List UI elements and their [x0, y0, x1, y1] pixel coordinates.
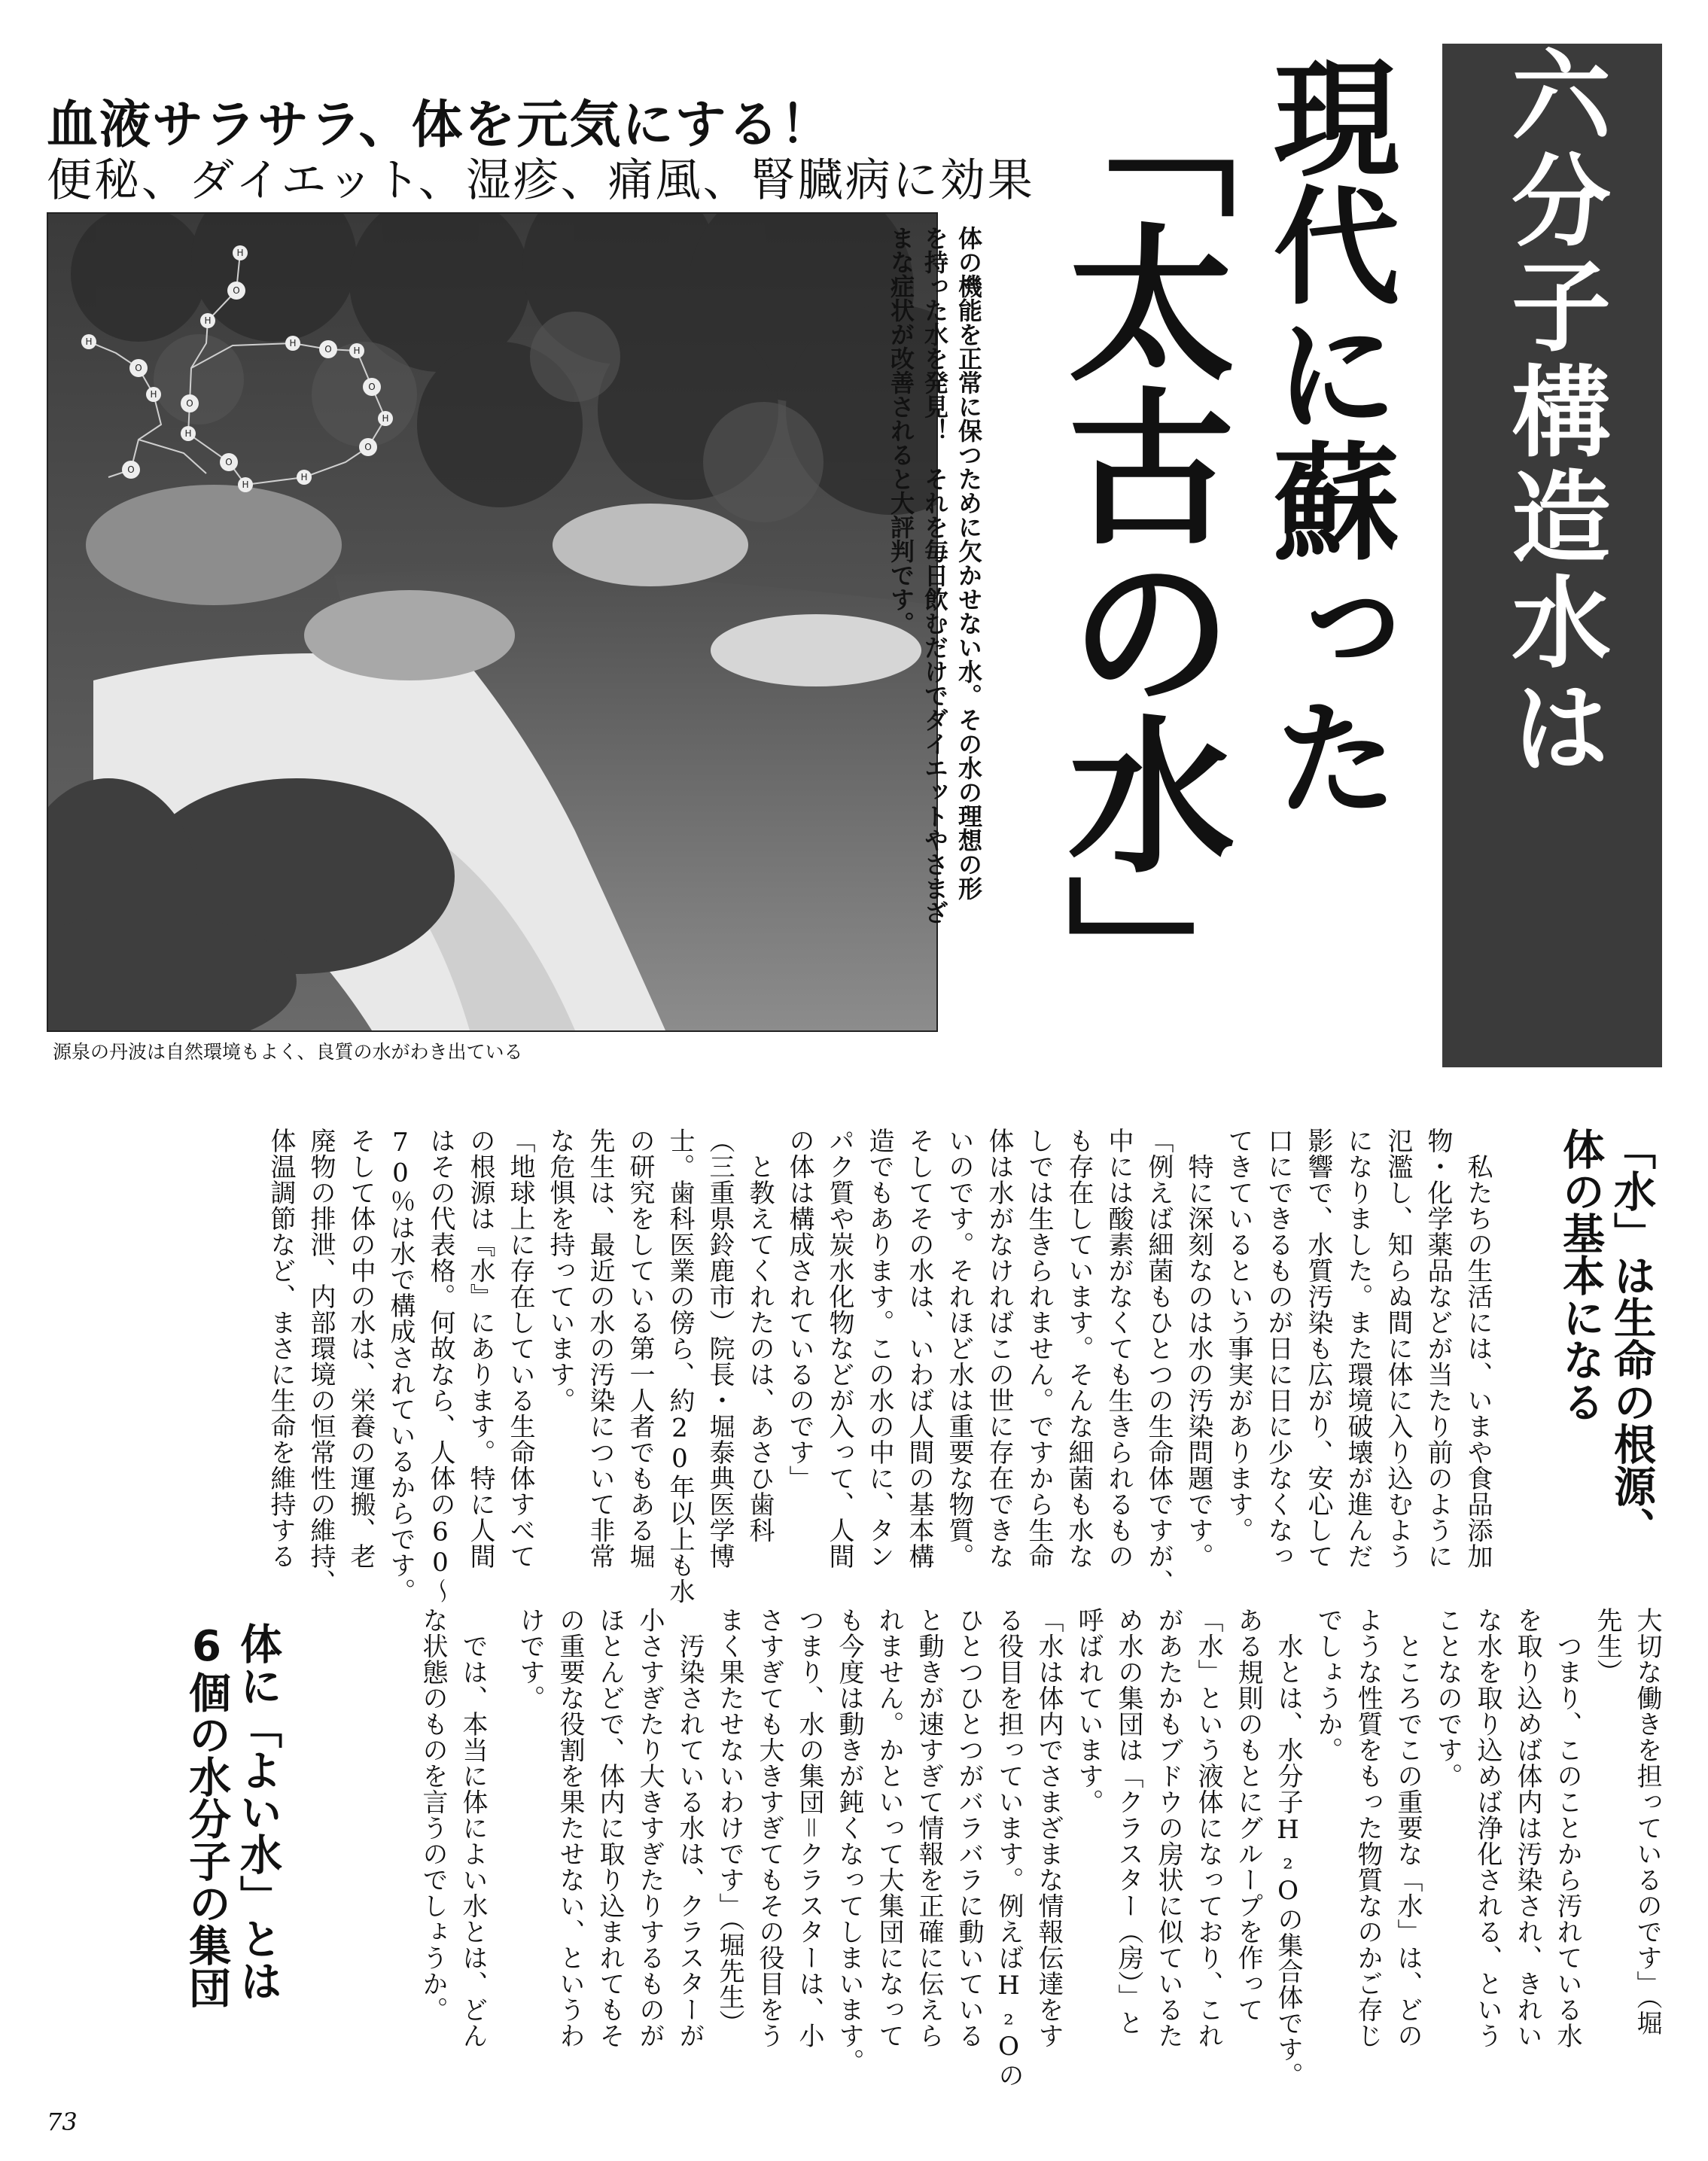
molecule-node [233, 245, 248, 260]
svg-text:H: H [382, 413, 389, 424]
svg-text:O: O [233, 285, 240, 296]
molecule-node [285, 336, 300, 351]
molecule-node [122, 461, 140, 479]
svg-text:H: H [184, 428, 192, 439]
title-box [1442, 44, 1662, 1067]
molecule-node [363, 378, 381, 396]
svg-text:H: H [150, 389, 157, 400]
photo-caption: 源泉の丹波は自然環境もよく、良質の水がわき出ている [53, 1041, 523, 1063]
svg-text:O: O [364, 442, 372, 452]
section-heading-1: 「水」は生命の根源、 体の基本になる [1556, 1128, 1656, 1549]
molecule-node [359, 438, 377, 456]
molecule-node [200, 313, 215, 328]
molecule-node [238, 477, 253, 492]
river-photo-illustration [48, 214, 936, 1030]
title-line2: 「太古の水」 [1040, 53, 1234, 1037]
molecule-node [181, 426, 196, 441]
svg-text:O: O [135, 363, 142, 373]
molecule-node [220, 453, 238, 471]
molecule-node [81, 334, 96, 349]
svg-text:O: O [324, 344, 332, 355]
svg-text:O: O [186, 398, 193, 409]
svg-text:H: H [85, 336, 93, 347]
molecule-node [297, 470, 312, 485]
section-heading-2: 体に「よい水」とは 6個の水分子の集団 [182, 1622, 282, 2008]
svg-text:H: H [236, 248, 244, 258]
body-text-upper: 私たちの生活には、いまや食品添加 物・化学薬品などが当たり前のように 氾濫し、知らぬ間に体に入り込むよう になりました。また環境破壊が進んだ 影響で、水質汚染も広がり、安心して 口にできるものが日に日に少なくなっ てきているという事実があります。 特に深刻なのは水の汚染問題です。 「例えば細菌もひとつの生命体ですが、 中には酸素がなくても生きられるもの も存在しています。そんな細菌も水な しでは生きられません。ですから生命 体は水がなければこの世に存在できな いのです。それほど水は重要な物質。 そしてその水は、いわば人間の基本構 造でもあります。この水の中に、タン パク質や炭水化物などが入って、人間 の体は構成されているのです」 と教えてくれたのは、あさひ歯科 （三重県鈴鹿市）院長・堀泰典医学博 士。歯科医業の傍ら、約20年以上も水 の研究をしている第一人者でもある堀 先生は、最近の水の汚染について非常 な危惧を持っています。 「地球上に存在している生命体すべて の根源は『水』にあります。特に人間 はその代表格。何故なら、人体の60～ 70％は水で構成されているからです。 そして体の中の水は、栄養の運搬、老 廃物の排泄、内部環境の恒常性の維持、 体温調節など、まさに生命を維持する [266, 1128, 1493, 1604]
headline-main: 血液サラサラ、体を元気にする！ [47, 96, 833, 155]
svg-text:O: O [127, 464, 135, 475]
molecule-node [319, 340, 337, 358]
lead-text: 体の機能を正常に保つために欠かせない水。その水の理想の形 を持った水を発見！ それを毎日飲むだけでダイエットやさまざ まな症状が改善されると大評判です。 [887, 226, 983, 924]
svg-text:O: O [368, 382, 376, 392]
svg-text:H: H [204, 315, 212, 326]
svg-text:H: H [289, 338, 297, 348]
svg-text:H: H [242, 479, 249, 490]
molecule-node [378, 411, 393, 426]
body-text-final: では、本当に体によい水とは、どん な状態のものを言うのでしょうか。 [418, 1607, 488, 2049]
body-text-lower: 大切な働きを担っているのです」（堀 先生） つまり、このことから汚れている水 を取り込めば体内は汚染され、きれい な水を取り込めば浄化される、という ことなのです。 ところでこの重要な「水」は、どの ような性質をもった物質なのかご存じ でしょうか。 水とは、水分子H₂Oの集合体です。 ある規則のもとにグループを作って 「水」という液体になっており、これ があたかもブドウの房状に似ているた め水の集団は「クラスター（房）」と 呼ばれています。 「水は体内でさまざまな情報伝達をす る役目を担っています。例えばH₂Oの ひとつひとつがバラバラに動いている と動きが速すぎて情報を正確に伝えら れません。かといって大集団になって も今度は動きが鈍くなってしまいます。 つまり、水の集団＝クラスターは、小 さすぎても大きすぎてもその役目をう まく果たせないわけです」（堀先生） 汚染されている水は、クラスターが 小さすぎたり大きすぎたりするものが ほとんどで、体内に取り込まれてもそ の重要な役割を果たせない、というわ けです。 [515, 1607, 1662, 2088]
molecule-node [181, 394, 199, 412]
svg-text:O: O [225, 457, 233, 467]
svg-text:H: H [300, 472, 308, 482]
molecule-node [227, 282, 245, 300]
title-line1: 現代に蘇った [1253, 53, 1400, 820]
molecule-node [349, 343, 364, 358]
river-photo [47, 212, 938, 1032]
molecule-node [129, 359, 148, 377]
title-boxed: 六分子構造水は [1494, 44, 1610, 781]
molecule-node [146, 387, 161, 402]
page-number: 73 [47, 2108, 78, 2136]
svg-text:H: H [353, 345, 361, 356]
headline-sub: 便秘、ダイエット、湿疹、痛風、腎臓病に効果 [47, 154, 1035, 207]
